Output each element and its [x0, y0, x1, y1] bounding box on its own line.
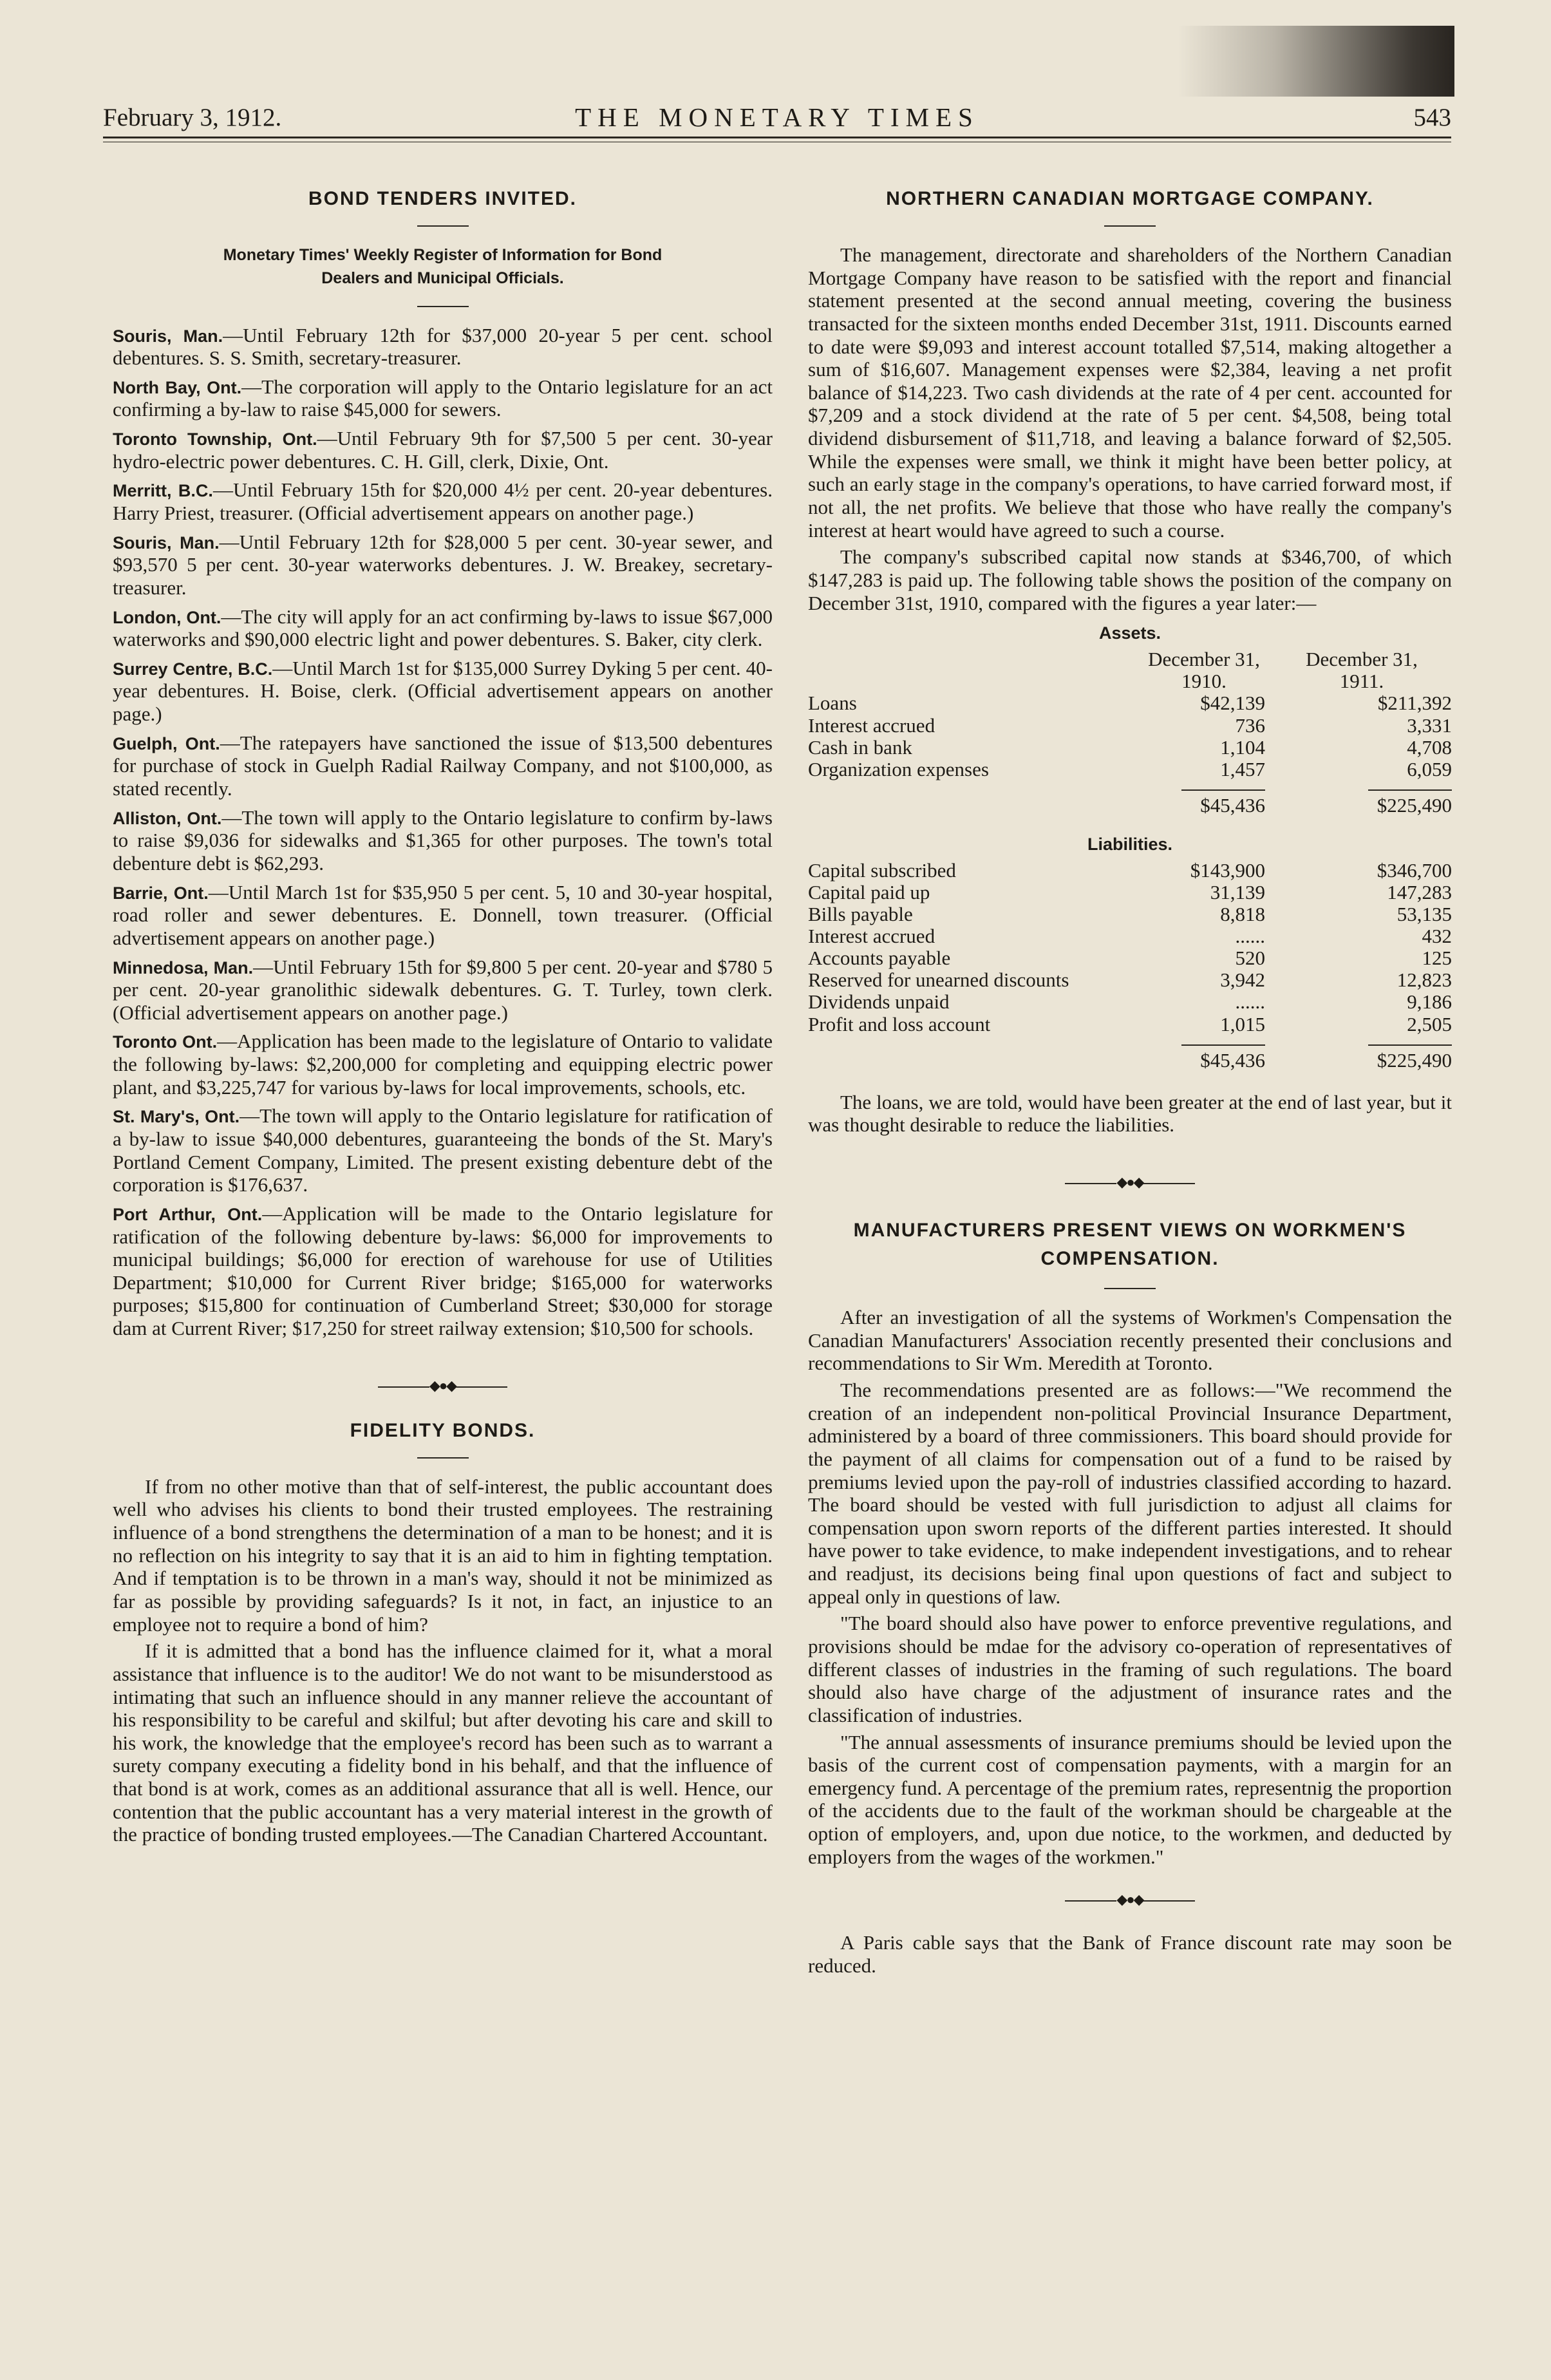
col-header: December 31, [1306, 648, 1418, 671]
fidelity-paragraph: If it is admitted that a bond has the influence claimed for it, what a moral assistance that influence is to the auditor! We do not want to be misunderstood as intimating that such an influence should in any manner relieve the accountant of his responsibility to be careful and skilful; but after devoting his care and skill to his work, the knowledge that the employee's record has been such as to warrant a surety company executing a fidelity bond in his behalf, and that the influence of that bond is at work, comes as an additional assurance that all is well. Hence, our contention that the public accountant has a very material interest in the growth of the practice of bonding trusted employees.—The Canadian Chartered Accountant. [113, 1639, 773, 1846]
section-rule [1104, 225, 1156, 227]
bond-entries [113, 324, 773, 1340]
total-1911: $225,490 [1368, 1044, 1452, 1072]
entry-place: Surrey Centre, B.C. [113, 659, 273, 679]
cell-1910: $42,139 [1200, 692, 1265, 715]
cell-1910: $143,900 [1190, 858, 1265, 882]
manufacturers-paragraph: "The board should also have power to enforce preventive regulations, and provisions should be mdae for the advisory co-operation of representatives of different classes of industries in the framing of such regulations. The board should also have charge of the adjustment of insurance rates and the classification of industries. [808, 1612, 1452, 1726]
bond-entry [113, 531, 773, 600]
entry-place: Souris, Man. [113, 326, 223, 346]
entry-text: —The town will apply to the Ontario legislature to confirm by-laws to raise $9,036 for sidewalks and $1,365 for other purposes. The town's total debenture debt is $62,293. [113, 806, 773, 874]
header-rule [103, 137, 1451, 138]
total-1910: $45,436 [1181, 789, 1265, 817]
section-ornament: ◆●◆ [808, 1891, 1452, 1908]
section-ornament: ◆●◆ [113, 1377, 773, 1394]
manufacturers-paragraph: "The annual assessments of insurance premiums should be levied upon the basis of the current cost of compensation payments, with a margin for an emergency fund. A percentage of the premium rates, representnig the proportion of the accidents due to the fault of the workman should be chargeable at the option of employers, and, upon due notice, to the workmen, and deducted by employers from the wages of the workmen." [808, 1730, 1452, 1868]
row-label: Reserved for unearned discounts [808, 969, 1069, 992]
table-row [808, 903, 1452, 925]
table-row [808, 860, 1452, 882]
row-label: Loans [808, 692, 857, 715]
entry-place: Souris, Man. [113, 533, 220, 552]
entry-place: Guelph, Ont. [113, 733, 220, 753]
cell-1911: 2,505 [1407, 1012, 1452, 1035]
row-label: Capital subscribed [808, 859, 956, 882]
entry-text: —Application will be made to the Ontario legislature for ratification of the following debenture by-laws: $6,000 for improvements to municipal buildings; $6,000 for erection of warehouse for use of Utilities Department; $10,000 for Current River bridge; $165,000 for waterworks purposes; $15,800 for continuation of Cumberland Street; $30,000 for storage dam at Current River; $17,250 for street railway extension; $10,500 for schools. [113, 1202, 773, 1340]
fidelity-paragraph: If from no other motive than that of self-interest, the public accountant does well who advises his clients to bond their trusted employees. The restraining influence of a bond strengthens the determination of a man to be honest; and it is no reflection on his integrity to say that it is an aid to him in fighting temptation. And if temptation is to be thrown in a man's way, should it not be minimized as far as possible by providing safeguards? Is it not, in fact, an injustice to an employee not to require a bond of him? [113, 1475, 773, 1636]
table-total-row [808, 1035, 1452, 1072]
cell-1910: 1,015 [1220, 1012, 1265, 1035]
left-column [113, 180, 773, 1850]
table-total-row [808, 780, 1452, 817]
cell-1910: 520 [1235, 947, 1265, 970]
bond-tenders-title: BOND TENDERS INVITED. [308, 188, 578, 209]
cell-1910: 8,818 [1220, 903, 1265, 926]
bond-entry [113, 324, 773, 370]
paris-note: A Paris cable says that the Bank of France discount rate may soon be reduced. [808, 1931, 1452, 1978]
table-row [808, 969, 1452, 991]
subtitle-line: Dealers and Municipal Officials. [321, 269, 564, 288]
cell-1910: 736 [1235, 713, 1265, 737]
liabilities-title: Liabilities. [1087, 834, 1173, 854]
northern-closing: The loans, we are told, would have been greater at the end of last year, but it was thought desirable to reduce the liabilities. [808, 1090, 1452, 1137]
assets-table [808, 648, 1452, 817]
table-row [808, 737, 1452, 759]
manufacturers-paragraph: The recommendations presented are as follows:—"We recommend the creation of an independent non-political Provincial Insurance Department, administered by a board of three commissioners. This board should provide for the payment of all claims for compensation out of a fund to be raised by premiums levied upon the pay-roll of industries classified according to hazard. The board should be vested with full jurisdiction to adjust all claims for compensation upon sworn reports of the different parties interested. It should have power to take evidence, to make independent investigations, and to rehear and readjust, its decisions being final upon questions of fact and subject to appeal only in questions of law. [808, 1378, 1452, 1608]
table-row [808, 692, 1452, 714]
entry-text: —Until March 1st for $135,000 Surrey Dyking 5 per cent. 40-year debentures. H. Boise, clerk. (Official advertisement appears on another page.) [113, 656, 773, 726]
cell-1910: 1,104 [1220, 735, 1265, 759]
table-row [808, 991, 1452, 1013]
cell-1911: $346,700 [1377, 858, 1452, 882]
fidelity-bonds-title: FIDELITY BONDS. [350, 1419, 536, 1441]
entry-place: Barrie, Ont. [113, 883, 209, 903]
entry-text: —Until February 12th for $28,000 5 per cent. 30-year sewer, and $93,570 5 per cent. 30-year waterworks debentures. J. W. Breakey, secretary-treasurer. [113, 530, 773, 599]
cell-1910: 1,457 [1220, 757, 1265, 780]
bond-entry [113, 806, 773, 875]
cell-1910: ...... [1235, 925, 1265, 948]
cell-1911: 9,186 [1407, 990, 1452, 1014]
issue-date: February 3, 1912. [103, 104, 282, 131]
cell-1911: 125 [1422, 947, 1452, 970]
bond-entry [113, 478, 773, 524]
section-rule [417, 306, 469, 307]
entry-text: —The town will apply to the Ontario legislature for ratification of a by-law to issue $40,000 debentures, guaranteeing the bonds of the St. Mary's Portland Cement Company, Limited. The present existing debenture debt of the corporation is $176,637. [113, 1104, 773, 1196]
entry-place: Toronto Ont. [113, 1032, 218, 1052]
liabilities-table [808, 860, 1452, 1072]
page-header [103, 97, 1451, 142]
row-label: Cash in bank [808, 736, 912, 759]
cell-1911: 3,331 [1407, 713, 1452, 737]
page-number: 543 [1413, 104, 1451, 131]
entry-text: —Application has been made to the legislature of Ontario to validate the following by-laws: $2,200,000 for completing and equipping electric power plant, and $3,225,747 for various by-laws for local improvements, schools, etc. [113, 1030, 773, 1099]
subtitle-line: Monetary Times' Weekly Register of Information for Bond [223, 246, 663, 264]
title-line: MANUFACTURERS PRESENT VIEWS ON WORKMEN'S [853, 1220, 1407, 1242]
bond-entry [113, 375, 773, 421]
cell-1911: 432 [1422, 925, 1452, 948]
section-rule [417, 1457, 469, 1459]
northern-canadian-title: NORTHERN CANADIAN MORTGAGE COMPANY. [886, 188, 1374, 209]
cell-1911: 53,135 [1396, 903, 1452, 926]
row-label: Bills payable [808, 903, 913, 926]
cell-1911: $211,392 [1377, 692, 1452, 715]
table-row [808, 947, 1452, 969]
assets-title: Assets. [1098, 623, 1161, 643]
bond-entry [113, 657, 773, 726]
ink-smudge [1178, 26, 1454, 97]
cell-1911: 147,283 [1387, 881, 1452, 903]
title-line: COMPENSATION. [1040, 1247, 1219, 1269]
entry-place: St. Mary's, Ont. [113, 1107, 240, 1127]
entry-place: Minnedosa, Man. [113, 958, 254, 978]
northern-paragraph: The company's subscribed capital now stands at $346,700, of which $147,283 is paid up. The following table shows the position of the company on December 31st, 1910, compared with the figures a year later:— [808, 545, 1452, 614]
row-label: Capital paid up [808, 882, 930, 903]
entry-text: —The ratepayers have sanctioned the issue of $13,500 debentures for purchase of stock in Guelph Radial Railway Company, and not $100,000, as stated recently. [113, 731, 773, 800]
entry-text: —Until March 1st for $35,950 5 per cent. 5, 10 and 30-year hospital, road roller and sewer debentures. E. Donnell, town treasurer. (Official advertisement appears on another page.) [113, 880, 773, 949]
entry-text: —Until February 15th for $20,000 4½ per cent. 20-year debentures. Harry Priest, treasurer. (Official advertisement appears on another page.) [113, 478, 773, 524]
col-header: 1911. [1339, 670, 1384, 693]
section-rule [1104, 1288, 1156, 1289]
cell-1911: 6,059 [1407, 757, 1452, 780]
table-row [808, 1014, 1452, 1035]
bond-entry [113, 605, 773, 651]
table-row [808, 759, 1452, 780]
entry-place: Port Arthur, Ont. [113, 1204, 263, 1224]
col-header: December 31, [1148, 648, 1260, 671]
cell-1910: 3,942 [1220, 968, 1265, 992]
right-column [808, 180, 1452, 1981]
entry-place: Toronto Township, Ont. [113, 430, 317, 449]
col-header: 1910. [1181, 670, 1227, 693]
cell-1910: ...... [1235, 990, 1265, 1014]
publication-title: THE MONETARY TIMES [575, 102, 979, 132]
bond-entry [113, 427, 773, 473]
row-label: Dividends unpaid [808, 991, 950, 1014]
row-label: Profit and loss account [808, 1013, 991, 1035]
bond-entry [113, 1030, 773, 1099]
entry-text: —The city will apply for an act confirming by-laws to issue $67,000 waterworks and $90,000 electric light and power debentures. S. Baker, city clerk. [113, 605, 773, 651]
entry-place: Merritt, B.C. [113, 481, 213, 501]
entry-place: Alliston, Ont. [113, 808, 222, 828]
cell-1911: 12,823 [1396, 968, 1452, 992]
table-row [808, 715, 1452, 737]
table-row [808, 882, 1452, 903]
entry-text: —Until February 9th for $7,500 5 per cent. 30-year hydro-electric power debentures. C. H. Gill, clerk, Dixie, Ont. [113, 427, 773, 473]
row-label: Interest accrued [808, 714, 935, 737]
table-row [808, 925, 1452, 947]
total-1910: $45,436 [1181, 1044, 1265, 1072]
bond-tenders-subtitle [113, 243, 773, 290]
bond-entry [113, 1104, 773, 1196]
section-ornament: ◆●◆ [808, 1174, 1452, 1191]
entry-place: London, Ont. [113, 607, 221, 627]
cell-1911: 4,708 [1407, 735, 1452, 759]
entry-text: —Until February 12th for $37,000 20-year 5 per cent. school debentures. S. S. Smith, secretary-treasurer. [113, 323, 773, 370]
northern-paragraph: The management, directorate and shareholders of the Northern Canadian Mortgage Company have reason to be satisfied with the report and financial statement presented at the second annual meeting, covering the business transacted for the sixteen months ended December 31st, 1911. Discounts earned to date were $9,093 and interest account totalled $7,514, making altogether a sum of $16,607. Management expenses were $2,384, leaving a net profit balance of $14,223. Two cash dividends at the rate of 4 per cent. accounted for $7,209 and a stock dividend at the rate of 5 per cent. $4,508, being total dividend disbursement of $11,718, and leaving a balance forward of $2,505. While the expenses were small, we think it might have been better policy, at such an early stage in the company's operations, to have carried forward most, if not all, the net profits. We believe that those who have really the company's interest at heart would have agreed to such a course. [808, 243, 1452, 542]
cell-1910: 31,139 [1210, 881, 1265, 903]
total-1911: $225,490 [1368, 789, 1452, 817]
row-label: Organization expenses [808, 758, 989, 780]
entry-place: North Bay, Ont. [113, 377, 242, 397]
row-label: Accounts payable [808, 947, 951, 970]
bond-entry [113, 732, 773, 800]
bond-entry [113, 881, 773, 950]
entry-text: —The corporation will apply to the Ontario legislature for an act confirming a by-law to raise $45,000 for sewers. [113, 375, 773, 421]
section-rule [417, 225, 469, 227]
row-label: Interest accrued [808, 925, 935, 948]
bond-entry [113, 956, 773, 1025]
table-header-row [808, 648, 1452, 692]
manufacturers-title [808, 1216, 1452, 1272]
bond-entry [113, 1202, 773, 1340]
manufacturers-paragraph: After an investigation of all the systems of Workmen's Compensation the Canadian Manufacturers' Association recently presented their conclusions and recommendations to Sir Wm. Meredith at Toronto. [808, 1306, 1452, 1375]
entry-text: —Until February 15th for $9,800 5 per cent. 20-year and $780 5 per cent. 20-year granolithic sidewalk debentures. G. T. Turley, town clerk. (Official advertisement appears on another page.) [113, 955, 773, 1024]
